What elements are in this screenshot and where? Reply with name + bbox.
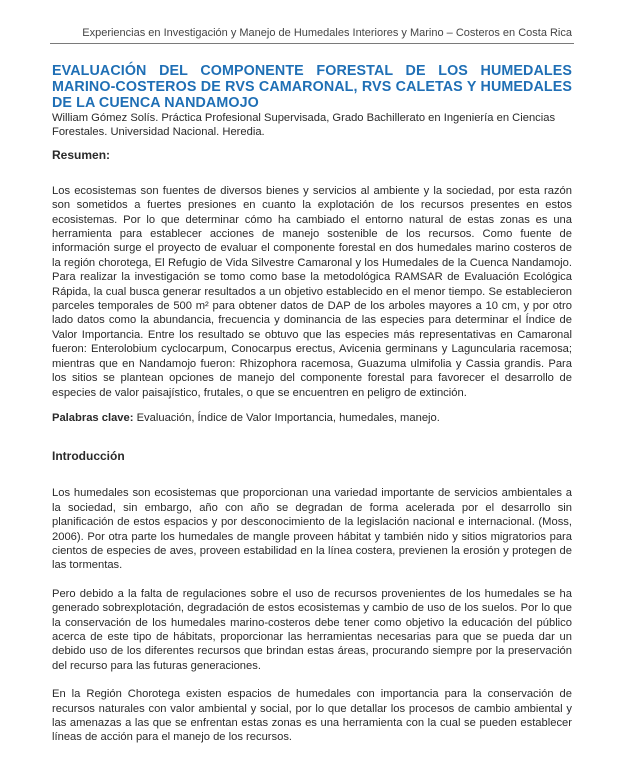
running-header: Experiencias en Investigación y Manejo de Humedales Interiores y Marino – Costeros en Costa Rica — [82, 27, 572, 39]
introduction-paragraph-2: Pero debido a la falta de regulaciones sobre el uso de recursos provenientes de los humedales se ha generado sobrexplotación, degradación de estos ecosistemas y cambio de uso de los suelos. Por lo que la conservación de los humedales marino-costeros debe tener como objetivo la educación del público acerca de este tipo de hábitats, proporcionar las herramientas necesarias para que se pueda dar un debido uso de los diferentes recursos que brindan estas áreas, procurando siempre por la preservación del recurso para las futuras generaciones. — [52, 587, 572, 672]
author-affiliation: William Gómez Solís. Práctica Profesional Supervisada, Grado Bachillerato en Ingeniería en Ciencias Forestales. Universidad Nacional. Heredia. — [52, 112, 556, 139]
header-divider — [50, 43, 574, 44]
introduction-paragraph-3: En la Región Chorotega existen espacios de humedales con importancia para la conservación de recursos naturales con valor ambiental y social, por lo que detallar los procesos de cambio ambiental y las amenazas a las que se enfrentan estas zonas es una herramienta con la cual se pueden establecer líneas de acción para el manejo de los recursos. — [52, 688, 572, 744]
keywords — [52, 411, 572, 425]
introduction-heading: Introducción — [52, 449, 125, 464]
keywords-label: Palabras clave: — [52, 411, 134, 424]
introduction-paragraph-1: Los humedales son ecosistemas que proporcionan una variedad importante de servicios ambientales a la sociedad, sin embargo, año con año se degradan de forma acelerada por el desarrollo sin planificación de estos espacios y por desconocimiento de la legislación nacional e internacional. (Moss, 2006). Por otra parte los humedales de mangle proveen hábitat y también nido y sitios migratorios para cientos de especies de aves, proveen estabilidad en la línea costera, previenen la erosión y protegen de las tormentas. — [52, 487, 572, 572]
article-title: EVALUACIÓN DEL COMPONENTE FORESTAL DE LOS HUMEDALES MARINO-COSTEROS DE RVS CAMARONAL, RVS CALETAS Y HUMEDALES DE LA CUENCA NANDAMOJO — [52, 63, 572, 111]
abstract-text: Los ecosistemas son fuentes de diversos bienes y servicios al ambiente y la sociedad, por esta razón son sometidos a fuertes presiones en cuanto la explotación de los recursos presentes en estos ecosistemas. Por lo que determinar cómo ha cambiado el entorno natural de estas zonas es una herramienta para establecer acciones de manejo sostenible de los recursos. Como fuente de información surge el proyecto de evaluar el componente forestal en dos humedales marino costeros de la región chorotega, El Refugio de Vida Silvestre Camaronal y los Humedales de la Cuenca Nandamojo. Para realizar la investigación se tomo como base la metodológica RAMSAR de Evaluación Ecológica Rápida, la cual busca generar resultados a un objetivo establecido en el menor tiempo. Se establecieron parceles temporales de 500 m² para obtener datos de DAP de los arboles mayores a 10 cm, y por otro lado datos como la abundancia, frecuencia y dominancia de las especies para determinar el Índice de Valor Importancia. Entre los resultado se obtuvo que las especies más representativas en Camaronal fueron: Enterolobium cyclocarpum, Conocarpus erectus, Avicenia germinans y Laguncularia racemosa; mientras que en Nandamojo fueron: Rhizophora racemosa, Guazuma ulmifolia y Cassia grandis. Para los sitios se plantean opciones de manejo del componente forestal para favorecer el desarrollo de especies de valor paisajístico, frutales, o que se encuentren en peligro de extinción. — [52, 184, 572, 399]
abstract-heading: Resumen: — [52, 147, 111, 162]
article-body — [52, 63, 572, 745]
keywords-text: Evaluación, Índice de Valor Importancia, humedales, manejo. — [133, 411, 440, 424]
